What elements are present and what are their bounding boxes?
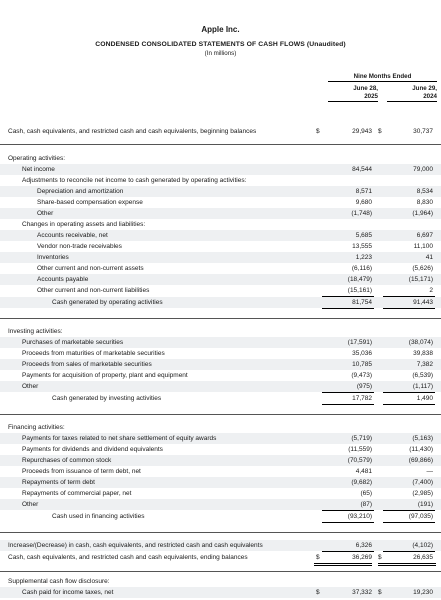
value-2025: 13,555 xyxy=(352,243,372,250)
row-income-taxes-paid xyxy=(0,587,441,598)
row-label: Repayments of commercial paper, net xyxy=(22,490,132,497)
value-2025: 17,782 xyxy=(352,395,372,402)
row-label: Payments for dividends and dividend equivalents xyxy=(22,446,163,453)
value-2024: (1,117) xyxy=(412,383,433,390)
row-maturities-securities xyxy=(0,348,441,359)
row-repurchases xyxy=(0,455,441,466)
row-cash-financing-total xyxy=(0,511,441,522)
value-2024: 1,490 xyxy=(416,395,433,402)
total-rule xyxy=(383,522,435,523)
row-label: Other xyxy=(22,383,39,390)
row-label: Cash used in financing activities xyxy=(52,513,145,520)
value-2025: (9,473) xyxy=(351,372,372,379)
column-header-rule xyxy=(328,101,378,102)
total-rule xyxy=(322,308,374,309)
value-2024: (11,430) xyxy=(409,446,433,453)
value-2025: 8,571 xyxy=(355,188,372,195)
value-2024: (97,035) xyxy=(408,513,433,520)
row-net-change xyxy=(0,540,441,551)
currency-symbol: $ xyxy=(316,554,320,561)
value-2024: 91,443 xyxy=(413,299,433,306)
value-2025: (1,748) xyxy=(351,210,372,217)
row-label: Investing activities: xyxy=(8,328,63,335)
total-rule xyxy=(322,404,374,405)
row-label: Other current and non-current assets xyxy=(37,265,144,272)
row-accounts-payable xyxy=(0,274,441,285)
section-header-operating xyxy=(0,153,441,164)
double-rule xyxy=(378,563,436,566)
row-label: Inventories xyxy=(37,254,69,261)
row-other-liabilities xyxy=(0,285,441,296)
value-2024: 8,534 xyxy=(416,188,433,195)
value-2024: (6,539) xyxy=(412,372,433,379)
currency-symbol: $ xyxy=(378,554,382,561)
value-2024: (1,964) xyxy=(412,210,433,217)
currency-symbol: $ xyxy=(378,589,382,596)
row-label: Supplemental cash flow disclosure: xyxy=(8,578,110,585)
value-2024: 26,635 xyxy=(413,554,433,561)
row-label: Cash, cash equivalents, and restricted cash and cash equivalents, beginning balances xyxy=(8,128,257,135)
row-sales-securities xyxy=(0,359,441,370)
row-label: Financing activities: xyxy=(8,424,65,431)
value-2024: (2,985) xyxy=(412,490,433,497)
row-label: Cash generated by investing activities xyxy=(52,395,162,402)
value-2025: (93,210) xyxy=(347,513,372,520)
row-depreciation xyxy=(0,186,441,197)
row-changes-header xyxy=(0,219,441,230)
value-2025: (87) xyxy=(360,501,372,508)
value-2024: 39,838 xyxy=(413,350,433,357)
row-ppe-payments xyxy=(0,370,441,381)
value-2024: (191) xyxy=(417,501,433,508)
row-label: Repayments of term debt xyxy=(22,479,95,486)
row-label: Adjustments to reconcile net income to cash generated by operating activities: xyxy=(22,177,247,184)
value-2025: 1,223 xyxy=(355,254,372,261)
value-2025: (18,479) xyxy=(347,276,372,283)
section-divider xyxy=(0,144,441,145)
value-2024: 30,737 xyxy=(413,128,433,135)
row-label: Accounts receivable, net xyxy=(37,232,108,239)
value-2025: (17,591) xyxy=(347,339,372,346)
value-2024: — xyxy=(426,468,433,475)
row-commercial-paper xyxy=(0,488,441,499)
row-label: Other xyxy=(37,210,54,217)
section-divider xyxy=(0,318,441,319)
row-other-investing xyxy=(0,381,441,392)
value-2025: (15,161) xyxy=(347,287,372,294)
row-label: Operating activities: xyxy=(8,155,66,162)
row-net-income xyxy=(0,164,441,175)
column-header-2024-year: 2024 xyxy=(423,92,437,100)
section-divider xyxy=(0,571,441,572)
value-2025: (70,579) xyxy=(347,457,372,464)
total-rule xyxy=(383,404,435,405)
row-ending-balance xyxy=(0,552,441,563)
row-label: Share-based compensation expense xyxy=(37,199,143,206)
row-label: Cash paid for income taxes, net xyxy=(22,589,114,596)
column-header-2025-year: 2025 xyxy=(364,92,378,100)
section-divider xyxy=(0,414,441,415)
row-label: Payments for taxes related to net share settlement of equity awards xyxy=(22,435,217,442)
section-header-supplemental xyxy=(0,576,441,587)
section-divider xyxy=(0,532,441,533)
row-other-financing xyxy=(0,499,441,510)
row-purchases-securities xyxy=(0,337,441,348)
row-cash-investing-total xyxy=(0,393,441,404)
value-2024: 2 xyxy=(429,287,433,294)
value-2025: 29,943 xyxy=(352,128,372,135)
row-label: Cash, cash equivalents, and restricted cash and cash equivalents, ending balances xyxy=(8,554,248,561)
row-label: Purchases of marketable securities xyxy=(22,339,124,346)
row-beginning-balance xyxy=(0,126,441,137)
value-2025: 36,269 xyxy=(352,554,372,561)
units-note: (In millions) xyxy=(204,50,237,57)
row-label: Payments for acquisition of property, plant and equipment xyxy=(22,372,188,379)
value-2024: (5,163) xyxy=(412,435,433,442)
value-2025: 9,680 xyxy=(355,199,372,206)
value-2024: (7,400) xyxy=(412,479,433,486)
value-2025: (65) xyxy=(360,490,372,497)
value-2024: 8,830 xyxy=(416,199,433,206)
value-2025: (975) xyxy=(356,383,372,390)
row-dividends xyxy=(0,444,441,455)
row-label: Other xyxy=(22,501,39,508)
statement-title: CONDENSED CONSOLIDATED STATEMENTS OF CASH FLOWS (Unaudited) xyxy=(95,41,346,48)
value-2024: (69,866) xyxy=(408,457,433,464)
section-header-financing xyxy=(0,422,441,433)
column-header-2025 xyxy=(328,85,378,100)
currency-symbol: $ xyxy=(316,589,320,596)
value-2025: 35,036 xyxy=(352,350,372,357)
row-label: Other current and non-current liabilities xyxy=(37,287,150,294)
row-accounts-receivable xyxy=(0,230,441,241)
row-label: Proceeds from sales of marketable securities xyxy=(22,361,152,368)
row-debt-issuance xyxy=(0,466,441,477)
section-header-investing xyxy=(0,326,441,337)
row-inventories xyxy=(0,252,441,263)
row-debt-repayment xyxy=(0,477,441,488)
column-header-2024 xyxy=(387,85,437,100)
double-rule xyxy=(314,563,372,566)
period-label: Nine Months Ended xyxy=(353,73,412,80)
row-label: Changes in operating assets and liabilities: xyxy=(22,221,146,228)
value-2025: (9,682) xyxy=(351,479,372,486)
row-label: Net income xyxy=(22,166,55,173)
row-taxes-equity-awards xyxy=(0,433,441,444)
row-label: Proceeds from issuance of term debt, net xyxy=(22,468,141,475)
row-other-adjustments xyxy=(0,208,441,219)
value-2025: 84,544 xyxy=(352,166,372,173)
row-other-assets xyxy=(0,263,441,274)
column-header-rule xyxy=(387,101,437,102)
row-adjustments-header xyxy=(0,175,441,186)
value-2024: (15,171) xyxy=(408,276,433,283)
value-2025: 37,332 xyxy=(352,589,372,596)
value-2024: 79,000 xyxy=(413,166,433,173)
row-label: Repurchases of common stock xyxy=(22,457,112,464)
column-header-2024-date: June 29, xyxy=(412,85,437,92)
value-2024: 11,100 xyxy=(413,243,433,250)
row-label: Accounts payable xyxy=(37,276,89,283)
value-2024: 41 xyxy=(425,254,433,261)
value-2025: 6,326 xyxy=(355,542,372,549)
total-rule xyxy=(322,522,374,523)
value-2024: (38,074) xyxy=(408,339,433,346)
row-label: Vendor non-trade receivables xyxy=(37,243,122,250)
value-2025: 4,481 xyxy=(355,468,372,475)
company-name: Apple Inc. xyxy=(201,25,240,34)
period-rule xyxy=(328,81,437,82)
value-2024: 7,382 xyxy=(416,361,433,368)
value-2025: 81,754 xyxy=(352,299,372,306)
value-2025: 5,685 xyxy=(355,232,372,239)
column-header-2025-date: June 28, xyxy=(353,85,378,92)
row-share-based-compensation xyxy=(0,197,441,208)
row-cash-operating-total xyxy=(0,297,441,308)
value-2024: (4,102) xyxy=(412,542,433,549)
value-2025: (11,559) xyxy=(348,446,372,453)
value-2025: (6,116) xyxy=(351,265,372,272)
value-2025: 10,785 xyxy=(352,361,372,368)
row-vendor-receivables xyxy=(0,241,441,252)
row-label: Proceeds from maturities of marketable securities xyxy=(22,350,165,357)
value-2024: 6,697 xyxy=(416,232,433,239)
currency-symbol: $ xyxy=(316,128,320,135)
currency-symbol: $ xyxy=(378,128,382,135)
row-label: Increase/(Decrease) in cash, cash equivalents, and restricted cash and cash equivalents xyxy=(8,542,263,549)
row-label: Cash generated by operating activities xyxy=(52,299,163,306)
value-2024: 19,230 xyxy=(413,589,433,596)
value-2024: (5,626) xyxy=(412,265,433,272)
value-2025: (5,719) xyxy=(351,435,372,442)
row-label: Depreciation and amortization xyxy=(37,188,124,195)
total-rule xyxy=(383,308,435,309)
